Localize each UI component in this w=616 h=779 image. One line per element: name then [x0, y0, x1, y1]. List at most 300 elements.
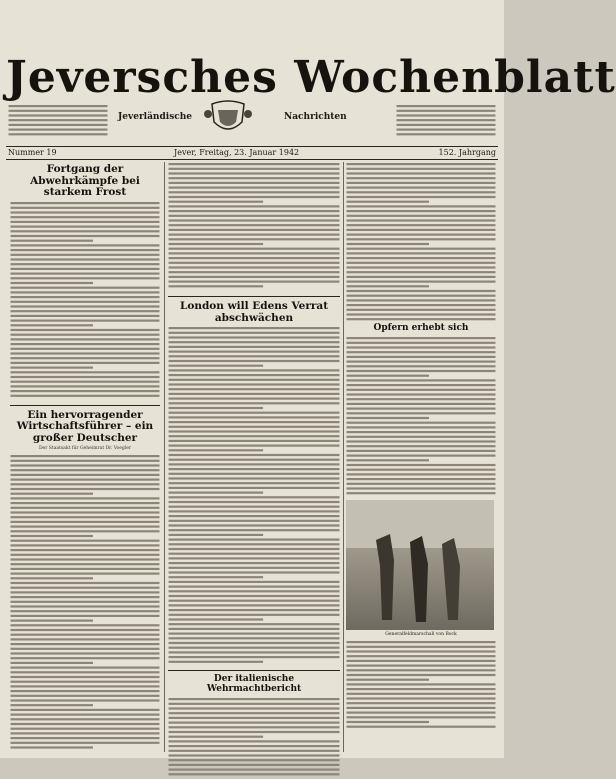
text-line	[11, 244, 160, 246]
text-line	[11, 549, 160, 551]
text-line	[169, 661, 264, 663]
text-line	[169, 407, 264, 409]
text-line	[347, 262, 496, 264]
text-line	[11, 469, 160, 471]
text-line	[11, 733, 160, 735]
text-line	[9, 124, 108, 126]
text-line	[11, 568, 160, 570]
text-line	[347, 403, 496, 405]
text-line	[169, 548, 340, 550]
text-line	[169, 731, 340, 733]
coat-of-arms-icon	[204, 100, 252, 136]
photo-caption: Generalfeldmarschall von Bock	[385, 631, 457, 637]
text-line	[347, 205, 496, 207]
text-line	[169, 336, 340, 338]
masthead-right-subtitle: Nachrichten	[284, 112, 347, 122]
text-line	[169, 398, 340, 400]
text-line	[347, 365, 496, 367]
text-line	[11, 596, 160, 598]
text-line	[347, 313, 496, 315]
text-line	[347, 707, 496, 709]
text-line	[169, 647, 340, 649]
text-line	[169, 248, 340, 250]
text-line	[347, 215, 496, 217]
headline-italian-report: Der italienische Wehrmachtbericht	[206, 674, 302, 694]
text-line	[347, 487, 496, 489]
text-line	[11, 206, 160, 208]
text-line	[169, 600, 340, 602]
news-photo	[346, 500, 494, 630]
text-line	[347, 342, 496, 344]
text-line	[11, 742, 160, 744]
text-line	[11, 676, 160, 678]
text-line	[169, 773, 340, 775]
text-line	[169, 379, 340, 381]
text-line	[169, 506, 340, 508]
text-line	[397, 133, 496, 135]
text-line	[347, 393, 496, 395]
text-line	[347, 337, 496, 339]
text-line	[11, 634, 160, 636]
text-line	[169, 430, 340, 432]
text-line	[169, 459, 340, 461]
text-line	[11, 272, 160, 274]
text-line	[347, 379, 496, 381]
text-line	[169, 586, 340, 588]
text-line	[169, 369, 340, 371]
text-line	[169, 604, 340, 606]
text-line	[347, 374, 430, 376]
text-line	[169, 557, 340, 559]
text-line	[347, 201, 430, 203]
text-line	[347, 234, 496, 236]
text-line	[169, 510, 340, 512]
text-line	[347, 318, 496, 320]
text-line	[11, 300, 160, 302]
text-line	[11, 483, 160, 485]
text-line	[11, 681, 160, 683]
text-line	[169, 285, 264, 287]
text-line	[11, 310, 160, 312]
text-line	[347, 281, 496, 283]
column-divider	[164, 162, 165, 752]
text-line	[169, 374, 340, 376]
text-line	[169, 768, 340, 770]
text-line	[347, 309, 496, 311]
text-line	[347, 384, 496, 386]
text-line	[169, 740, 340, 742]
text-line	[11, 498, 160, 500]
subheadline-voegler: Der Staatsakt für Geheimrat Dr. Voegler	[38, 446, 132, 452]
text-line	[11, 747, 94, 749]
text-line	[347, 172, 496, 174]
text-line	[11, 333, 160, 335]
text-line	[169, 281, 340, 283]
masthead-left-blurb	[8, 104, 108, 140]
text-line	[11, 376, 160, 378]
text-line	[11, 385, 160, 387]
text-line	[169, 365, 264, 367]
text-line	[347, 478, 496, 480]
text-line	[169, 393, 340, 395]
text-line	[347, 219, 496, 221]
text-line	[11, 329, 160, 331]
text-line	[11, 230, 160, 232]
text-line	[169, 515, 340, 517]
text-line	[347, 678, 430, 680]
column-right	[346, 162, 496, 752]
text-line	[169, 496, 340, 498]
text-line	[11, 460, 160, 462]
text-line	[347, 436, 496, 438]
text-line	[169, 726, 340, 728]
text-line	[347, 431, 496, 433]
text-line	[11, 249, 160, 251]
text-line	[11, 610, 160, 612]
text-line	[169, 191, 340, 193]
text-line	[169, 764, 340, 766]
text-line	[11, 474, 160, 476]
article-body	[346, 640, 496, 730]
text-line	[11, 648, 160, 650]
text-line	[347, 440, 496, 442]
issue-number: Nummer 19	[8, 148, 57, 157]
text-line	[169, 614, 340, 616]
column-divider	[343, 162, 344, 752]
text-line	[169, 562, 340, 564]
text-line	[347, 191, 496, 193]
text-line	[11, 700, 160, 702]
text-line	[11, 277, 160, 279]
text-line	[169, 252, 340, 254]
text-line	[347, 370, 496, 372]
text-line	[347, 351, 496, 353]
text-line	[169, 416, 340, 418]
text-line	[11, 521, 160, 523]
text-line	[11, 709, 160, 711]
text-line	[11, 239, 94, 241]
text-line	[11, 488, 160, 490]
text-line	[169, 553, 340, 555]
text-line	[169, 257, 340, 259]
text-line	[169, 707, 340, 709]
text-lines	[168, 697, 340, 777]
text-line	[169, 759, 340, 761]
text-line	[347, 177, 496, 179]
text-lines	[10, 454, 160, 754]
text-line	[169, 271, 340, 273]
divider	[168, 296, 340, 297]
text-line	[11, 263, 160, 265]
text-line	[169, 187, 340, 189]
text-line	[169, 628, 340, 630]
text-line	[169, 633, 340, 635]
text-line	[169, 355, 340, 357]
headline-voegler: Ein hervorragender Wirtschaftsführer – ein großer Deutscher	[16, 408, 154, 444]
article-body	[168, 697, 340, 777]
text-line	[347, 243, 430, 245]
text-lines	[10, 201, 160, 401]
text-line	[347, 229, 496, 231]
text-line	[169, 571, 340, 573]
volume-number: 152. Jahrgang	[438, 148, 496, 157]
text-lines	[168, 162, 340, 292]
text-line	[11, 714, 160, 716]
text-line	[11, 361, 160, 363]
headline-eden: London will Edens Verrat abschwächen	[179, 300, 329, 324]
text-line	[11, 559, 160, 561]
text-line	[397, 114, 496, 116]
text-line	[169, 266, 340, 268]
text-line	[169, 219, 340, 221]
text-line	[347, 641, 496, 643]
text-line	[169, 623, 340, 625]
article-body	[346, 162, 496, 322]
text-line	[347, 721, 430, 723]
text-lines	[8, 104, 108, 140]
text-line	[169, 576, 264, 578]
headline-opfern: Opfern erhebt sich	[373, 323, 469, 333]
text-line	[347, 450, 496, 452]
text-line	[169, 426, 340, 428]
text-line	[169, 383, 340, 385]
text-line	[169, 595, 340, 597]
text-line	[9, 110, 108, 112]
text-line	[347, 163, 496, 165]
text-line	[347, 468, 496, 470]
text-line	[397, 129, 496, 131]
text-line	[169, 524, 340, 526]
text-line	[11, 582, 160, 584]
text-line	[169, 750, 340, 752]
issue-date: Jever, Freitag, 23. Januar 1942	[174, 148, 300, 157]
text-line	[169, 388, 340, 390]
text-line	[347, 674, 496, 676]
text-line	[347, 389, 496, 391]
text-line	[11, 216, 160, 218]
text-line	[11, 686, 160, 688]
text-line	[11, 728, 160, 730]
text-line	[11, 606, 160, 608]
text-line	[169, 177, 340, 179]
text-lines	[346, 640, 496, 730]
text-line	[169, 473, 340, 475]
text-line	[347, 238, 496, 240]
text-line	[11, 601, 160, 603]
text-line	[11, 371, 160, 373]
text-line	[169, 351, 340, 353]
text-line	[169, 276, 340, 278]
text-line	[11, 211, 160, 213]
text-line	[11, 296, 160, 298]
text-line	[347, 168, 496, 170]
text-line	[11, 653, 160, 655]
text-line	[11, 535, 94, 537]
text-line	[397, 124, 496, 126]
text-line	[347, 688, 496, 690]
text-line	[11, 643, 160, 645]
text-line	[169, 449, 264, 451]
text-line	[347, 304, 496, 306]
text-line	[11, 347, 160, 349]
text-lines	[168, 326, 340, 666]
text-line	[11, 737, 160, 739]
text-line	[169, 201, 264, 203]
text-line	[11, 639, 160, 641]
text-line	[169, 234, 340, 236]
text-line	[169, 163, 340, 165]
text-line	[11, 235, 160, 237]
text-line	[169, 196, 340, 198]
text-line	[347, 421, 496, 423]
text-line	[11, 592, 160, 594]
text-line	[11, 324, 94, 326]
text-line	[347, 702, 496, 704]
text-line	[347, 266, 496, 268]
article-body	[168, 326, 340, 666]
text-line	[11, 366, 94, 368]
text-line	[169, 482, 340, 484]
dateline-bar	[6, 146, 498, 160]
text-line	[347, 398, 496, 400]
text-line	[11, 507, 160, 509]
text-line	[347, 646, 496, 648]
text-line	[347, 248, 496, 250]
text-line	[169, 637, 340, 639]
text-line	[169, 721, 340, 723]
text-line	[11, 671, 160, 673]
text-line	[11, 573, 160, 575]
text-line	[11, 615, 160, 617]
text-line	[11, 545, 160, 547]
text-line	[11, 286, 160, 288]
text-line	[169, 735, 264, 737]
text-line	[169, 590, 340, 592]
text-line	[347, 412, 496, 414]
text-line	[169, 341, 340, 343]
text-line	[169, 445, 340, 447]
text-line	[347, 454, 496, 456]
text-line	[9, 119, 108, 121]
text-line	[169, 712, 340, 714]
text-line	[11, 587, 160, 589]
divider	[168, 670, 340, 671]
text-line	[397, 110, 496, 112]
text-line	[347, 725, 496, 727]
text-line	[169, 492, 264, 494]
masthead-title: Jeversches Wochenblatt	[6, 52, 616, 103]
text-line	[11, 305, 160, 307]
text-line	[347, 660, 496, 662]
text-line	[11, 657, 160, 659]
text-line	[347, 459, 430, 461]
text-line	[347, 224, 496, 226]
text-line	[347, 445, 496, 447]
text-line	[397, 105, 496, 107]
text-line	[169, 477, 340, 479]
text-line	[11, 479, 160, 481]
article-body	[10, 201, 160, 401]
text-line	[169, 618, 264, 620]
text-line	[169, 172, 340, 174]
text-line	[11, 455, 160, 457]
text-line	[11, 258, 160, 260]
text-line	[11, 253, 160, 255]
photo-figures-icon	[346, 500, 494, 630]
text-line	[347, 276, 496, 278]
text-line	[11, 690, 160, 692]
article-body	[10, 454, 160, 754]
text-line	[169, 463, 340, 465]
text-line	[11, 563, 160, 565]
text-line	[11, 465, 160, 467]
text-line	[169, 210, 340, 212]
text-line	[169, 468, 340, 470]
text-line	[169, 229, 340, 231]
text-line	[169, 651, 340, 653]
text-line	[347, 271, 496, 273]
text-line	[347, 295, 496, 297]
article-body	[346, 336, 496, 496]
text-line	[347, 697, 496, 699]
text-line	[347, 285, 430, 287]
text-line	[9, 114, 108, 116]
text-line	[169, 567, 340, 569]
text-line	[169, 642, 340, 644]
text-line	[347, 356, 496, 358]
text-line	[169, 262, 340, 264]
text-line	[169, 529, 340, 531]
text-line	[169, 215, 340, 217]
text-line	[347, 683, 496, 685]
text-line	[11, 390, 160, 392]
divider	[10, 405, 160, 406]
text-lines	[346, 336, 496, 496]
text-line	[347, 257, 496, 259]
text-line	[169, 539, 340, 541]
text-line	[11, 225, 160, 227]
text-line	[169, 182, 340, 184]
text-line	[169, 717, 340, 719]
text-line	[11, 704, 94, 706]
text-line	[11, 629, 160, 631]
text-line	[347, 299, 496, 301]
text-line	[11, 554, 160, 556]
text-line	[347, 360, 496, 362]
text-line	[169, 703, 340, 705]
text-line	[11, 624, 160, 626]
text-line	[11, 493, 94, 495]
text-line	[169, 168, 340, 170]
column-middle	[168, 162, 340, 752]
text-line	[347, 669, 496, 671]
text-line	[347, 210, 496, 212]
text-line	[11, 220, 160, 222]
text-line	[347, 426, 496, 428]
text-line	[347, 252, 496, 254]
text-line	[347, 492, 496, 494]
text-line	[347, 464, 496, 466]
text-line	[169, 534, 264, 536]
text-line	[11, 512, 160, 514]
text-line	[11, 352, 160, 354]
masthead-left-subtitle: Jeverländische	[118, 112, 193, 122]
text-line	[11, 291, 160, 293]
text-line	[11, 267, 160, 269]
text-line	[347, 196, 496, 198]
text-line	[169, 656, 340, 658]
text-line	[169, 327, 340, 329]
